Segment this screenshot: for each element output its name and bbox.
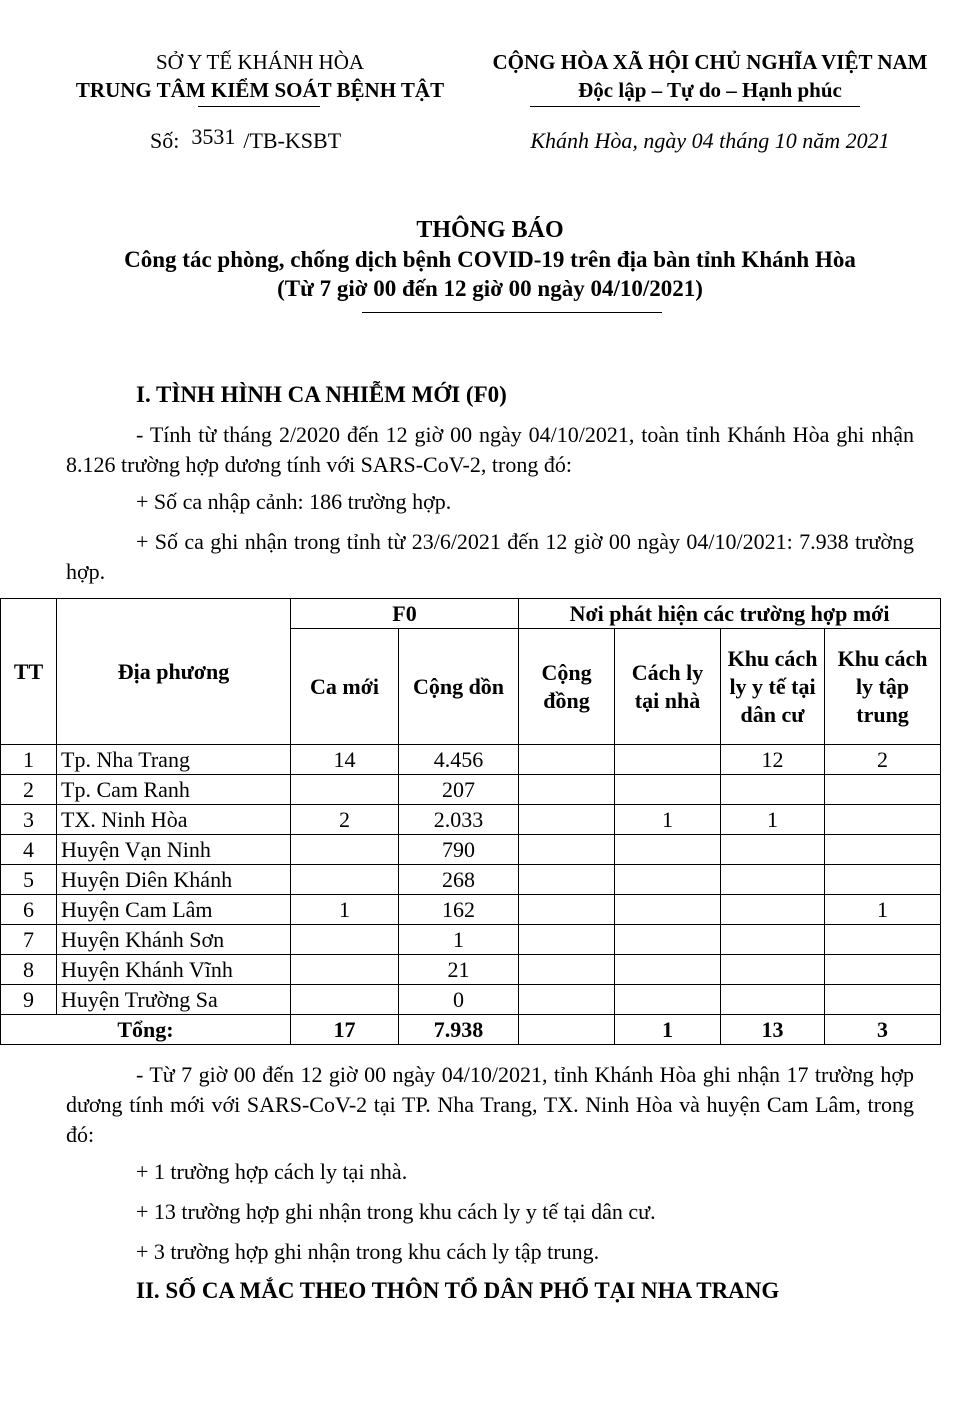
row-residential bbox=[721, 955, 825, 985]
cases-table bbox=[0, 598, 941, 1045]
row-new-cases bbox=[291, 835, 399, 865]
doc-number-value: 3531 bbox=[191, 124, 236, 149]
row-home bbox=[615, 985, 721, 1015]
row-home bbox=[615, 865, 721, 895]
table-row bbox=[1, 865, 941, 895]
motto: Độc lập – Tự do – Hạnh phúc bbox=[578, 78, 842, 102]
row-central bbox=[825, 955, 941, 985]
row-cumulative: 162 bbox=[399, 895, 519, 925]
table-row bbox=[1, 805, 941, 835]
total-residential: 13 bbox=[721, 1015, 825, 1045]
total-home: 1 bbox=[615, 1015, 721, 1045]
row-tt: 4 bbox=[1, 835, 57, 865]
row-tt: 9 bbox=[1, 985, 57, 1015]
org-name: TRUNG TÂM KIỂM SOÁT BỆNH TẬT bbox=[75, 78, 445, 102]
row-locality: Huyện Khánh Sơn bbox=[57, 925, 291, 955]
table-total-row bbox=[1, 1015, 941, 1045]
row-home bbox=[615, 745, 721, 775]
document-title bbox=[0, 216, 980, 303]
row-new-cases bbox=[291, 925, 399, 955]
header-detection-places: Nơi phát hiện các trường hợp mới bbox=[519, 599, 941, 629]
row-community bbox=[519, 835, 615, 865]
total-community bbox=[519, 1015, 615, 1045]
row-cumulative: 21 bbox=[399, 955, 519, 985]
total-central: 3 bbox=[825, 1015, 941, 1045]
section-1-bullet-1: + Số ca nhập cảnh: 186 trường hợp. bbox=[136, 489, 452, 514]
row-central bbox=[825, 985, 941, 1015]
row-residential bbox=[721, 865, 825, 895]
row-home bbox=[615, 775, 721, 805]
table-row bbox=[1, 835, 941, 865]
table-row bbox=[1, 745, 941, 775]
row-central bbox=[825, 925, 941, 955]
doc-number-suffix: /TB-KSBT bbox=[243, 128, 342, 153]
row-community bbox=[519, 805, 615, 835]
section-1-paragraph-1: - Tính từ tháng 2/2020 đến 12 giờ 00 ngày 04/10/2021, toàn tỉnh Khánh Hòa ghi nhận 8.126 trường hợp dương tính với SARS-CoV-2, trong đó: bbox=[66, 422, 914, 477]
row-central bbox=[825, 865, 941, 895]
summary-bullet-3: + 3 trường hợp ghi nhận trong khu cách ly tập trung. bbox=[136, 1239, 600, 1264]
header-locality: Địa phương bbox=[57, 599, 291, 745]
row-central bbox=[825, 835, 941, 865]
header-central-isolation: Khu cách ly tập trung bbox=[825, 629, 941, 745]
issuing-organization bbox=[40, 48, 480, 104]
nation-name: CỘNG HÒA XÃ HỘI CHỦ NGHĨA VIỆT NAM bbox=[492, 50, 928, 74]
summary-bullet-2: + 13 trường hợp ghi nhận trong khu cách ly y tế tại dân cư. bbox=[136, 1199, 656, 1224]
row-tt: 5 bbox=[1, 865, 57, 895]
row-tt: 6 bbox=[1, 895, 57, 925]
row-residential bbox=[721, 925, 825, 955]
row-new-cases bbox=[291, 775, 399, 805]
total-new: 17 bbox=[291, 1015, 399, 1045]
row-community bbox=[519, 775, 615, 805]
summary-bullet-1: + 1 trường hợp cách ly tại nhà. bbox=[136, 1159, 408, 1184]
org-parent: SỞ Y TẾ KHÁNH HÒA bbox=[155, 50, 365, 74]
row-locality: Huyện Diên Khánh bbox=[57, 865, 291, 895]
table-row bbox=[1, 955, 941, 985]
row-community bbox=[519, 865, 615, 895]
row-new-cases bbox=[291, 985, 399, 1015]
row-new-cases: 1 bbox=[291, 895, 399, 925]
row-locality: Tp. Cam Ranh bbox=[57, 775, 291, 805]
row-central bbox=[825, 775, 941, 805]
header-community: Cộng đồng bbox=[519, 629, 615, 745]
row-community bbox=[519, 925, 615, 955]
row-tt: 8 bbox=[1, 955, 57, 985]
row-locality: Huyện Trường Sa bbox=[57, 985, 291, 1015]
row-locality: Huyện Cam Lâm bbox=[57, 895, 291, 925]
national-motto bbox=[460, 48, 960, 104]
row-residential bbox=[721, 895, 825, 925]
row-home bbox=[615, 835, 721, 865]
title-type: THÔNG BÁO bbox=[416, 217, 564, 243]
row-central bbox=[825, 805, 941, 835]
row-home bbox=[615, 895, 721, 925]
header-tt: TT bbox=[1, 599, 57, 745]
section-2-heading: II. SỐ CA MẮC THEO THÔN TỔ DÂN PHỐ TẠI NHA TRANG bbox=[136, 1278, 780, 1303]
row-cumulative: 268 bbox=[399, 865, 519, 895]
total-cumulative: 7.938 bbox=[399, 1015, 519, 1045]
total-label: Tổng: bbox=[1, 1015, 291, 1045]
row-locality: Tp. Nha Trang bbox=[57, 745, 291, 775]
motto-underline bbox=[530, 106, 860, 107]
row-tt: 2 bbox=[1, 775, 57, 805]
section-1-bullet-2: + Số ca ghi nhận trong tỉnh từ 23/6/2021 đến 12 giờ 00 ngày 04/10/2021: 7.938 trường hợp. bbox=[66, 529, 914, 584]
row-tt: 3 bbox=[1, 805, 57, 835]
row-community bbox=[519, 985, 615, 1015]
row-tt: 1 bbox=[1, 745, 57, 775]
header-residential-isolation: Khu cách ly y tế tại dân cư bbox=[721, 629, 825, 745]
row-new-cases bbox=[291, 955, 399, 985]
section-1-heading: I. TÌNH HÌNH CA NHIỄM MỚI (F0) bbox=[136, 382, 507, 407]
title-underline bbox=[362, 312, 662, 313]
row-cumulative: 4.456 bbox=[399, 745, 519, 775]
header-new-cases: Ca mới bbox=[291, 629, 399, 745]
row-cumulative: 0 bbox=[399, 985, 519, 1015]
header-home-isolation: Cách ly tại nhà bbox=[615, 629, 721, 745]
row-central: 2 bbox=[825, 745, 941, 775]
table-row bbox=[1, 985, 941, 1015]
row-residential bbox=[721, 775, 825, 805]
row-residential: 1 bbox=[721, 805, 825, 835]
row-residential bbox=[721, 985, 825, 1015]
document-number bbox=[150, 124, 342, 154]
row-cumulative: 207 bbox=[399, 775, 519, 805]
row-community bbox=[519, 895, 615, 925]
summary-paragraph: - Từ 7 giờ 00 đến 12 giờ 00 ngày 04/10/2021, tỉnh Khánh Hòa ghi nhận 17 trường hợp dương tính mới với SARS-CoV-2 tại TP. Nha Trang, TX. Ninh Hòa và huyện Cam Lâm, trong đó: bbox=[66, 1062, 914, 1147]
doc-number-prefix: Số: bbox=[150, 128, 180, 153]
table-row bbox=[1, 925, 941, 955]
table-row bbox=[1, 895, 941, 925]
row-tt: 7 bbox=[1, 925, 57, 955]
row-residential: 12 bbox=[721, 745, 825, 775]
header-f0: F0 bbox=[291, 599, 519, 629]
row-home bbox=[615, 955, 721, 985]
row-community bbox=[519, 745, 615, 775]
row-locality: Huyện Vạn Ninh bbox=[57, 835, 291, 865]
issue-date: Khánh Hòa, ngày 04 tháng 10 năm 2021 bbox=[530, 128, 890, 153]
row-home: 1 bbox=[615, 805, 721, 835]
row-community bbox=[519, 955, 615, 985]
row-cumulative: 790 bbox=[399, 835, 519, 865]
row-locality: Huyện Khánh Vĩnh bbox=[57, 955, 291, 985]
row-central: 1 bbox=[825, 895, 941, 925]
table-row bbox=[1, 775, 941, 805]
title-subject: Công tác phòng, chống dịch bệnh COVID-19 trên địa bàn tỉnh Khánh Hòa bbox=[124, 247, 856, 272]
row-home bbox=[615, 925, 721, 955]
row-cumulative: 2.033 bbox=[399, 805, 519, 835]
org-underline bbox=[198, 106, 320, 107]
row-cumulative: 1 bbox=[399, 925, 519, 955]
row-new-cases: 2 bbox=[291, 805, 399, 835]
row-locality: TX. Ninh Hòa bbox=[57, 805, 291, 835]
row-new-cases: 14 bbox=[291, 745, 399, 775]
header-cumulative: Cộng dồn bbox=[399, 629, 519, 745]
title-period: (Từ 7 giờ 00 đến 12 giờ 00 ngày 04/10/2021) bbox=[277, 276, 703, 301]
row-residential bbox=[721, 835, 825, 865]
row-new-cases bbox=[291, 865, 399, 895]
